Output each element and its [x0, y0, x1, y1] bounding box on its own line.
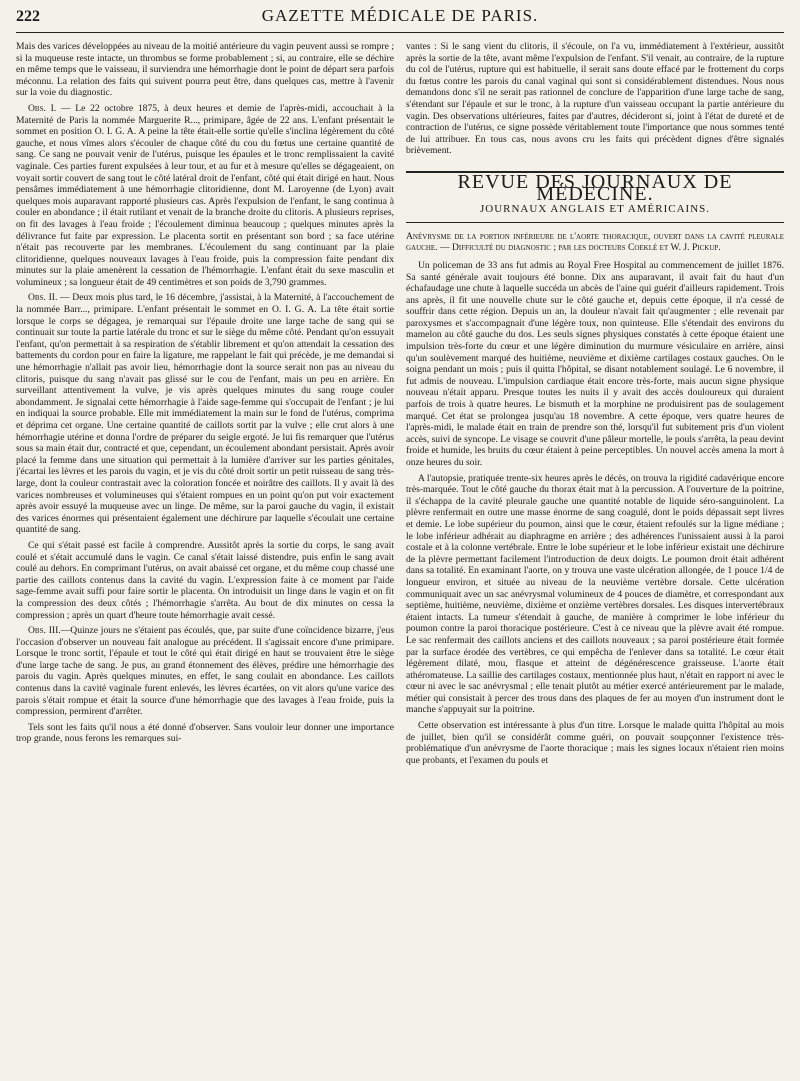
left-column — [16, 41, 394, 1076]
closing-paragraph: Tels sont les faits qu'il nous a été donné d'observer. Sans vouloir leur donner une importance trop grande, nous ferons les remarques sui- — [16, 721, 394, 745]
article-heading — [406, 231, 784, 254]
observation-3-label: Obs. III. — [28, 625, 61, 637]
article-paragraph-2: A l'autopsie, pratiquée trente-six heures après le décès, on trouva la rigidité cadavérique encore très-marquée. Tout le côté gauche du thorax était mat à la percussion. A l'ouverture de la poitrine, il s'échappa de la cavité pleurale gauche une quantité notable de liquide séro-sanguinolent. La plèvre renfermait en outre une masse énorme de sang coagulé, dont le poids dépassait sept livres et demie. Le lobe supérieur du poumon, ainsi que le cœur, étaient refoulés sur la ligne médiane ; le lobe inférieur adhérait au diaphragme en arrière ; des adhérences l'unissaient aussi à la paroi costale et à la colonne vertébrale. Entre le lobe supérieur et le lobe inférieur existait une déchirure de la plèvre permettant facilement l'introduction de deux doigts. Le poumon droit était adhérent dans sa totalité. En examinant l'aorte, on y trouva une vaste ulcération allongée, de 1 pouce 1/4 de longueur environ, et située au niveau de la neuvième vertèbre dorsale. Cette ulcération communiquait avec un sac anévrysmal volumineux de 4 pouces de diamètre, et correspondant aux septième, huitième, neuvième, dixième et onzième vertèbres dorsales. Les disques intervertébraux étaient intacts. La tumeur s'étendait à gauche, de manière à comprimer le lobe inférieur du poumon contre la paroi thoracique postérieure. C'est à ce niveau que la plèvre avait été rompue. Le sac renfermait des caillots anciens et des caillots nouveaux ; sa paroi postérieure était formée par la surface érodée des vertèbres, ce qui empêcha de l'enlever dans sa totalité. Le cœur était légèrement dilaté, mou, flasque et atteint de dégénérescence graisseuse. L'aorte était athéromateuse. La saillie des cartilages costaux, mentionnée plus haut, n'était en rapport ni avec le cœur ni avec le sac anévrysmal ; elle tenait plutôt au métier exercé antérieurement par le malade, métier qui consistait à percer des trous dans des plaques de fer au moyen d'un instrument dont le manche s'appuyait sur la poitrine. — [406, 472, 784, 716]
observation-1-label: Obs. I. — [28, 102, 57, 114]
article-heading-text: Anévrysme de la portion inférieure de l'aorte thoracique, ouvert dans la cavité pleurale gauche. — Difficulté du diagnostic ; par les docteurs Coeklé et W. J. Pickup. — [406, 230, 784, 254]
page-header — [16, 6, 784, 33]
observation-1-paragraph — [16, 103, 394, 289]
page-number: 222 — [16, 8, 40, 25]
observation-3-text: —Quinze jours ne s'étaient pas écoulés, que, par suite d'une coïncidence bizarre, j'eus l'occasion d'observer un nouveau fait analogue au précédent. Il s'agissait encore d'une primipare. Lorsque le tronc sortit, l'épaule et tout le côté qui était dirigé en haut se trouvaient être le siège d'une large tache de sang. Je pus, au grand étonnement des élèves, prédire une hémorrhagie des parois du vagin. Après quelques minutes, en effet, le sang coulait en abondance. Les caillots contenus dans la cavité vaginale furent enlevés, les lèvres écartées, on vit alors qu'une varice des parois s'était rompue et était la source d'une hémorrhagie que des lavages à l'eau froide, puis la compression, permirent d'arrêter. — [16, 625, 394, 718]
section-title: REVUE DES JOURNAUX DE MÉDECINE. — [457, 170, 733, 205]
observation-2-paragraph — [16, 292, 394, 535]
observation-2-text: — Deux mois plus tard, le 16 décembre, j'assistai, à la Maternité, à l'accouchement de la nommée Barr..., primipare. L'enfant présentait le sommet en O. I. G. A. La tête était sortie lorsque le corps se dégagea, je remarquai sur l'épaule droite une large tache de sang qui se continuait sur toute la partie latérale du tronc et sur le siège du même côté. Pendant qu'on essuyait l'enfant, qu'on permettait à sa respiration de s'établir librement et qu'on attendait la cessation des battements du cordon pour en faire la ligature, me rappelant le fait qui précède, je me demandai si une hémorrhagie n'allait pas avoir lieu, hémorrhagie dont la source serait non pas au niveau du clitoris, puisque du sang n'avait pas glissé sur le cou de l'enfant, mais un peu en arrière. En surveillant attentivement la vulve, je vis après quelques minutes du sang rouge couler abondamment. Je signalai cette hémorrhagie à l'aide sage-femme qui s'occupait de l'enfant ; je lui en indiquai la source probable. Elle mit immédiatement la main sur le fond de l'utérus, comprima et déprima cet organe. Une certaine quantité de caillots sortit par la vulve ; elle crut alors à une hémorrhagie utérine et donna l'ordre de préparer du seigle ergoté. Je lui fis remarquer que l'utérus sous sa main était dur, contracté et que, cependant, un écoulement abondant persistait. Après avoir placé la femme dans une situation qui permettait à la lumière d'arriver sur les parties génitales, j'écartai les lèvres et les parois du vagin, et je vis du côté droit sortir un petit ruisseau de sang très-large, dont la couleur contrastait avec la coloration foncée et noirâtre des caillots. Il y avait là des varices nombreuses et volumineuses qui s'étaient rompues en un point qu'on put voir exactement après avoir essuyé la muqueuse avec un linge. De même, sur la paroi gauche du vagin, il existait des varices énormes qui présentaient également une déchirure par laquelle s'écoulait une certaine quantité de sang. — [16, 292, 394, 536]
observation-3-paragraph — [16, 625, 394, 718]
two-column-body — [16, 41, 784, 1076]
running-title: GAZETTE MÉDICALE DE PARIS. — [261, 6, 539, 25]
article-paragraph-3: Cette observation est intéressante à plus d'un titre. Lorsque le malade quitta l'hôpital au mois de juillet, bien qu'il se considérât comme guéri, on pouvait soupçonner l'existence très-problématique d'un anévrysme de l'aorte thoracique ; mais les signes locaux n'étaient rien moins que probants, et l'examen du pouls et — [406, 720, 784, 766]
observation-2-analysis: Ce qui s'était passé est facile à comprendre. Aussitôt après la sortie du corps, le sang avait coulé et s'était accumulé dans le vagin. Ce canal s'était laissé distendre, puis enfin le sang avait coulé au dehors. En comprimant l'utérus, on avait abaissé cet organe, et du même coup chassé une partie des caillots contenus dans la cavité du vagin. L'expression faite à ce moment par l'aide sage-femme avait suffi pour faire sortir le placenta. On introduisit un linge dans le vagin et on fit la compression des deux côtés ; l'hémorrhagie s'arrêta. Au bout de dix minutes on cessa la compression ; après un quart d'heure toute hémorrhagie avait cessé. — [16, 539, 394, 621]
observation-2-label: Obs. II. — [28, 292, 58, 304]
article-paragraph-1: Un policeman de 33 ans fut admis au Royal Free Hospital au commencement de juillet 1876. Sa santé générale avait toujours été bonne. Dix ans auparavant, il avait fait du haut d'un échafaudage une chute à laquelle succéda un abcès de l'aine qui guérit d'ailleurs rapidement. Trois ans après, il fit une nouvelle chute sur le côté gauche et, depuis cette époque, il n'a cessé de souffrir dans cette région. Depuis un an, la douleur n'avait fait qu'augmenter ; elle revenait par paroxysmes et s'accompagnait d'une légère toux, non quinteuse. Elle s'étendait des environs du mamelon au côté gauche du dos. Les seuls signes physiques constatés à cette époque étaient une impulsion très-forte du cœur et une légère diminution du murmure vésiculaire en arrière, ainsi qu'un soulèvement marqué des huitième, neuvième et dixième cartilages costaux gauches. On le soigna pendant un mois ; puis il quitta l'hôpital, se disant notablement soulagé. Le 6 novembre, il fut admis de nouveau. L'impulsion cardiaque était encore très-forte, mais aucun signe physique nouveau n'était apparu. Presque toutes les nuits il y avait des accès douloureux qui duraient parfois de trois à quatre heures. Le bismuth et la morphine ne produisirent pas de soulagement marqué. Cet état se prolongea jusqu'au 18 novembre. A cette époque, vers quatre heures de l'après-midi, le malade était en train de prendre son thé, lorsqu'il fut subitement pris d'un violent accès, suivi de syncope. Le visage se couvrit d'une pâleur mortelle, le pouls s'arrêta, la peau devint froide et humide, les bruits du cœur étaient à peine perceptibles. Un nouvel accès amena la mort à onze heures du soir. — [406, 259, 784, 468]
intro-paragraph: Mais des varices développées au niveau de la moitié antérieure du vagin peuvent aussi se rompre ; si la muqueuse reste intacte, un thrombus se forme probablement ; si, au contraire, elle se déchire en même temps que le vaisseau, il surviendra une hémorrhagie dont le point de départ sera parfois méconnu. La relation des faits qui suivent pourra peut être, dans quelques cas, mettre à l'avenir sur la voie du diagnostic. — [16, 41, 394, 99]
continuation-paragraph: vantes : Si le sang vient du clitoris, il s'écoule, on l'a vu, immédiatement à l'extérieur, aussitôt après la sortie de la tête, avant même l'expulsion de l'enfant. S'il venait, au contraire, de la rupture du col de l'utérus, rupture qui est habituelle, il serait sans doute effacé par le frottement du corps du fœtus contre les parois du canal vaginal qui sont si considérablement distendues. Nous nous demandons donc s'il ne serait pas rationnel de conclure de l'apparition d'une large tache de sang, s'étendant sur l'épaule et sur le tronc, à la rupture d'un vaisseau occupant la partie antérieure du vagin. Des observations ultérieures, faites par d'autres, décideront si, joint à l'état de dureté et de contraction de l'utérus, ce signe possède véritablement toute l'importance que nous sommes tenté de lui attribuer. En tous cas, nous avons cru les faits qui précèdent dignes d'être signalés brièvement. — [406, 41, 784, 157]
observation-1-text: — Le 22 octobre 1875, à deux heures et demie de l'après-midi, accouchait à la Maternité de Paris la nommée Marguerite R..., primipare, âgée de 22 ans. L'enfant présentait le sommet en position O. I. G. A. A peine la tête était-elle sortie qu'elle s'inclina légèrement du côté gauche, et nous vîmes alors s'écouler de chaque côté du cou du fœtus une certaine quantité de sang. Ce sang ne pouvait venir de l'utérus, puisque les épaules et le tronc remplissaient la cavité vaginale. Ces parties furent expulsées à leur tour, et au fur et à mesure qu'elles se dégageaient, on voyait sortir couvert de sang tout le côté latéral droit de l'enfant, côté qui était dirigé en haut. Nous pensâmes immédiatement à une hémorrhagie clitoridienne, dont M. Laroyenne (de Lyon) avait quelques mois auparavant rapporté plusieurs cas. Après l'expulsion de l'enfant, le sang continua à couler en abondance ; il était rutilant et venait de la branche droite du clitoris. A plusieurs reprises, on fit des lavages à l'eau froide ; l'écoulement diminua beaucoup ; quelques minutes après la délivrance fut faite par expression. Le placenta sortit en présentant son bord ; sa face utérine n'était pas recouverte par les membranes. L'écoulement du sang continuant par la plaie clitoridienne, quelques nouveaux lavages à l'eau froide, puis la compression faite pendant dix minutes sur la plaie amenèrent la cessation de l'hémorrhagie. L'enfant était du sexe masculin et volumineux ; sa longueur était de 49 centimètres et son poids de 3,790 grammes. — [16, 102, 394, 288]
right-column — [406, 41, 784, 1076]
section-subtitle: JOURNAUX ANGLAIS ET AMÉRICAINS. — [479, 203, 711, 216]
section-header — [406, 171, 784, 223]
